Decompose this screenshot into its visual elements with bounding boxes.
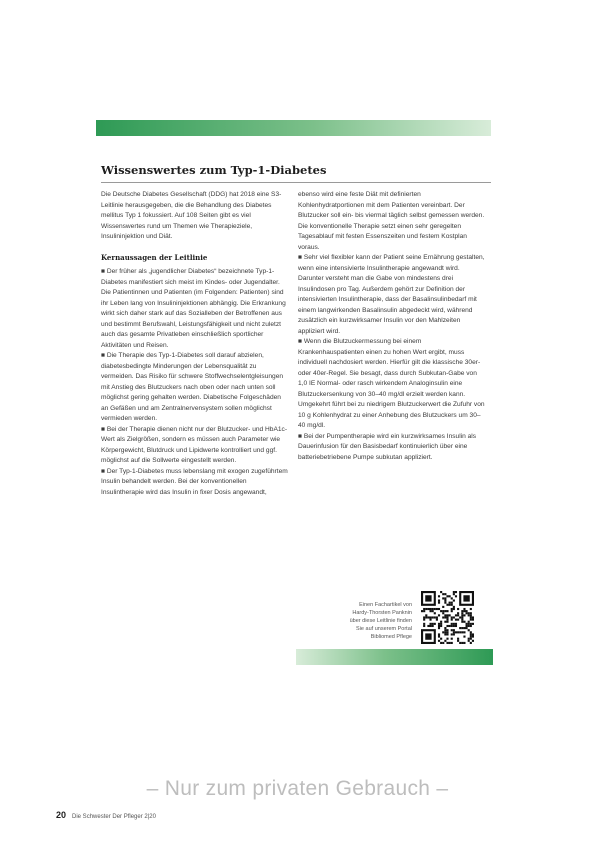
paragraph: ■ Bei der Pumpentherapie wird ein kurzwirksames Insulin als Dauerinfusion für den Basisbedarf kontinuierlich über eine batteriebetriebene Pumpe subkutan appliziert. xyxy=(298,432,477,461)
footer-banner xyxy=(296,649,493,665)
paragraph: Die Deutsche Diabetes Gesellschaft (DDG) hat 2018 eine S3-Leitlinie herausgegeben, die die Behandlung des Diabetes mellitus Typ 1 fokussiert. Auf 108 Seiten gibt es viel Wissenswertes rund um Themen wie Therapieziele, Insulininjektion und Diät. xyxy=(101,191,282,240)
header-banner xyxy=(96,120,491,136)
article-credit xyxy=(308,601,412,641)
credit-line: Bibliomed Pflege xyxy=(370,634,412,640)
left-column xyxy=(101,190,289,498)
private-use-notice: – Nur zum privaten Gebrauch – xyxy=(146,777,449,800)
credit-line: Einen Fachartikel von xyxy=(359,602,412,608)
credit-line: über diese Leitlinie finden xyxy=(349,618,412,624)
credit-line: Hardy-Thorsten Panknin xyxy=(352,610,412,616)
paragraph: ■ Die Therapie des Typ-1-Diabetes soll darauf abzielen, diabetesbedingte Minderungen der Lebensqualität zu vermeiden. Das Risiko für schwere Stoffwechselentgleisungen mit Anstieg des Blutzuckers nach oben oder nach unten soll möglichst gering gehalten werden. Diabetische Folgeschäden an Gefäßen und am Zentralnervensystem sollen möglichst vermieden werden. xyxy=(101,352,284,422)
right-column xyxy=(298,190,486,463)
paragraph: ■ Bei der Therapie dienen nicht nur der Blutzucker- und HbA1c-Wert als Zielgrößen, sondern es müssen auch Parameter wie Körpergewicht, Blutdruck und Lipidwerte kontrolliert und ggf. möglichst auf die Sollwerte eingestellt werden. xyxy=(101,425,288,464)
journal-name: Die Schwester Der Pfleger 2|20 xyxy=(72,814,156,820)
paragraph: ■ Sehr viel flexibler kann der Patient seine Ernährung gestalten, wenn eine intensivierte Insulintherapie angewandt wird. Darunter versteht man die Gabe von mindestens drei Insulindosen pro Tag. Außerdem gehört zur Definition der intensivierten Insulintherapie, dass der Basalinsulinbedarf mit einem langwirkenden Basalinsulin abgedeckt wird, während zusätzlich ein kurzwirksamer Insulin vor den Mahlzeiten appliziert wird. xyxy=(298,254,485,335)
page-number: 20 xyxy=(56,810,67,820)
paragraph: ■ Der früher als „jugendlicher Diabetes“ bezeichnete Typ-1-Diabetes manifestiert sich meist im Kindes- oder Jugendalter. Die Patientinnen und Patienten (im Folgenden: Patienten) sind ihr Leben lang von Insulininjektionen abhängig. Die Erkrankung wirkt sich daher stark auf das Sozialleben der Betroffenen aus und bestimmt Berufswahl, Leistungsfähigkeit und nicht zuletzt auch das gesamte Privatleben einschließlich sportlicher Aktivitäten und Reisen. xyxy=(101,268,286,349)
paragraph: ebenso wird eine feste Diät mit definierten Kohlenhydratportionen mit dem Patienten vereinbart. Der Blutzucker soll ein- bis viermal täglich selbst gemessen werden. Die konventionelle Therapie setzt einen sehr geregelten Tagesablauf mit festen Essenszeiten und festem Kostplan voraus. xyxy=(298,191,485,251)
paragraph: ■ Der Typ-1-Diabetes muss lebenslang mit exogen zugeführtem Insulin behandelt werden. Bei der konventionellen Insulintherapie wird das Insulin in fixer Dosis angewandt, xyxy=(101,467,288,496)
section-heading: Kernaussagen der Leitlinie xyxy=(101,252,208,262)
paragraph: ■ Wenn die Blutzuckermessung bei einem Krankenhauspatienten einen zu hohen Wert ergibt, muss individuell nachdosiert werden. Hierfür gilt die klassische 30er- oder 40er-Regel. Sie besagt, dass durch Subkutan-Gabe von 1,0 IE Normal- oder rasch wirkendem Analoginsulin eine Blutzuckersenkung von 30–40 mg/dl erzielt werden kann. Umgekehrt führt bei zu niedrigem Blutzuckerwert die Zufuhr von 10 g Kohlenhydrat zu einer Anhebung des Blutzuckers um 30–40 mg/dl. xyxy=(298,338,485,429)
qr-code-icon[interactable] xyxy=(421,591,474,644)
page-footer xyxy=(56,810,156,820)
credit-line: Sie auf unserem Portal xyxy=(356,626,412,632)
title-rule xyxy=(101,182,491,183)
article-title: Wissenswertes zum Typ-1-Diabetes xyxy=(101,163,327,177)
